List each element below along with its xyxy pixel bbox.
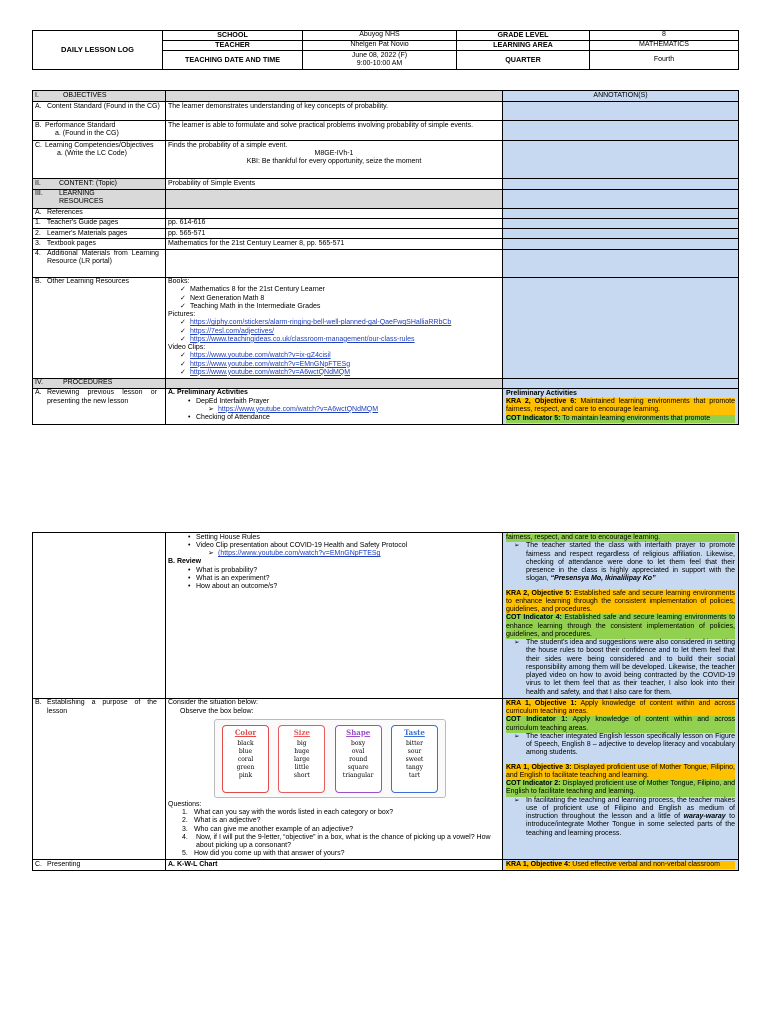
review-value-cell: [166, 388, 503, 424]
card-word: tangy: [405, 764, 424, 772]
row-references: [33, 208, 739, 218]
area-label: LEARNING AREA: [457, 41, 590, 51]
review-label: Reviewing previous lesson or presenting the new lesson: [46, 389, 157, 405]
performance-standard-sub: a. (Found in the CG): [55, 130, 119, 137]
other-resources-num: B.: [35, 278, 42, 285]
book-title: Teaching Math in the Intermediate Grades: [190, 302, 321, 310]
review-cont-annotation: [503, 533, 739, 699]
bullet-icon: •: [188, 566, 191, 574]
annotation-cell: [503, 239, 739, 249]
questions-list: [168, 809, 500, 859]
purpose-value-cell: [166, 698, 503, 859]
arrow-icon: ➢: [208, 405, 214, 413]
purpose-num: B.: [35, 699, 42, 707]
performance-standard-value: The learner is able to formulate and solve practical problems involving probability of simple events.: [166, 121, 503, 141]
question-text: What is probability?: [196, 566, 258, 574]
book-item: [168, 295, 500, 303]
question-item: 3. Who can give me another example of an adjective?: [182, 825, 354, 833]
video-item: [168, 542, 500, 550]
card-words: [223, 740, 268, 780]
header-table: [32, 30, 739, 70]
competencies-label-cell: [33, 141, 166, 179]
card-title: Color: [234, 727, 257, 737]
annot-title: Preliminary Activities: [506, 389, 577, 397]
review-label-cell: [33, 388, 166, 424]
objectives-blank: [166, 91, 503, 102]
textbook-pages-label: Textbook pages: [46, 239, 96, 247]
color-card: [222, 725, 269, 793]
row-content-standard: [33, 102, 739, 121]
card-word: tart: [408, 772, 421, 780]
video-link[interactable]: https://www.youtube.com/watch?v=EMnGNpFTESg: [190, 360, 351, 368]
annot-kra: [506, 861, 735, 869]
objectives-label: OBJECTIVES: [62, 91, 107, 99]
annotation-cell: [503, 218, 739, 228]
annot-para1: [506, 542, 735, 583]
date-text: June 08, 2022 (F): [351, 51, 408, 59]
lm-pages-label: Learner's Materials pages: [46, 229, 128, 237]
learning-resources-num: III.: [35, 190, 43, 197]
references-num: A.: [35, 209, 42, 216]
annot-para2: [506, 797, 735, 838]
procedures-label: PROCEDURES: [62, 379, 113, 386]
competencies-value-cell: [166, 141, 503, 179]
card-word: blue: [238, 748, 253, 756]
prayer-link-item: [168, 406, 500, 414]
cot-tag: COT Indicator 2:: [506, 780, 561, 787]
row-review-previous: [33, 388, 739, 424]
kra-text: Established safe and secure learning environments to enhance learning through the consistent implementation of policies, guidelines, and procedures.: [506, 589, 735, 613]
lc-code: M8GE-IVh-1: [314, 150, 354, 157]
textbook-pages-label-cell: [33, 239, 166, 249]
annot-cot: [506, 780, 735, 797]
competencies-label: Learning Competencies/Objectives: [45, 141, 154, 149]
rules-text: Setting House Rules: [196, 533, 260, 541]
competencies-num: C.: [35, 141, 42, 149]
procedures-label-cell: [33, 378, 166, 388]
content-standard-num: A.: [35, 102, 42, 110]
row-textbook-pages: [33, 239, 739, 249]
tg-pages-label-cell: [33, 218, 166, 228]
additional-materials-num: 4.: [35, 250, 41, 257]
card-word: short: [293, 772, 310, 780]
school-label: SCHOOL: [163, 31, 303, 41]
card-title: Size: [293, 727, 310, 737]
card-word: pink: [238, 772, 253, 780]
card-words: [279, 740, 324, 780]
review-cont-label-cell: [33, 533, 166, 699]
observe-text: Observe the box below:: [180, 707, 254, 715]
pictures-label: Pictures:: [168, 311, 196, 318]
picture-item: [168, 328, 500, 336]
picture-item: [168, 336, 500, 344]
question-text: Who can give me another example of an adjective?: [193, 825, 354, 833]
kra-text: Maintained learning environments that promote fairness, respect, and care to encourage learning.: [506, 398, 735, 414]
video-item: [168, 352, 500, 360]
date-value: [303, 51, 457, 70]
presenting-value: A. K-W-L Chart: [166, 860, 503, 871]
bullet-icon: •: [188, 533, 191, 541]
annotation-cell: [503, 208, 739, 218]
picture-link[interactable]: https://7esl.com/adjectives/: [190, 327, 275, 335]
video-link[interactable]: https://www.youtube.com/watch?v=ix-gZ4cisil: [190, 352, 331, 360]
card-word: sour: [407, 748, 422, 756]
procedures-blank: [166, 378, 503, 388]
kbi-text: KBI: Be thankful for every opportunity, seize the moment: [246, 158, 422, 166]
question-text: What is an experiment?: [196, 574, 270, 582]
annotation-header: ANNOTATION(S): [503, 91, 739, 102]
question-text: How about an outcome/s?: [196, 583, 278, 590]
prayer-item: [168, 398, 500, 406]
card-word: black: [237, 740, 254, 747]
row-lm-pages: [33, 229, 739, 239]
card-word: bitter: [405, 740, 423, 747]
textbook-pages-value: Mathematics for the 21st Century Learner 8, pp. 565-571: [166, 239, 503, 249]
annot-cot: [506, 716, 735, 733]
objectives-num: I.: [35, 91, 39, 99]
cot-text: Displayed proficient use of Mother Tongue, Filipino, and English to facilitate teaching and learning.: [506, 780, 735, 796]
performance-standard-label: Performance Standard: [45, 121, 116, 129]
prayer-link[interactable]: https://www.youtube.com/watch?v=A6wctQNdMQM: [218, 405, 379, 413]
kra-text: Used effective verbal and non-verbal classroom: [570, 861, 720, 868]
row-learning-resources: [33, 189, 739, 208]
card-word: green: [236, 764, 255, 772]
other-resources-label: Other Learning Resources: [46, 278, 130, 285]
kra-text: Apply knowledge of content within and across curriculum teaching areas.: [506, 699, 735, 715]
references-label-cell: [33, 208, 166, 218]
content-standard-value: The learner demonstrates understanding of key concepts of probability.: [166, 102, 503, 121]
video-link[interactable]: https://www.youtube.com/watch?v=A6wctQNdMQM: [190, 368, 351, 376]
annot-mother-tongue: waray-waray: [683, 813, 726, 820]
annot-cot: [506, 614, 735, 639]
date-label: TEACHING DATE AND TIME: [163, 51, 303, 70]
annot-para2-text: In facilitating the teaching and learning process, the teacher makes use of proficient use of Filipino and English as medium of instruction throughout the lesson and a little of: [526, 796, 735, 820]
kra-tag: KRA 1, Objective 4:: [506, 861, 571, 868]
card-word: square: [347, 764, 369, 772]
book-title: Next Generation Math 8: [190, 294, 265, 302]
additional-materials-label-cell: [33, 249, 166, 277]
references-blank: [166, 208, 503, 218]
cot-text: Established safe and secure learning environments to enhance learning through the consistent implementation of policies, guidelines, and procedures.: [506, 614, 735, 638]
question-text: What can you say with the words listed in each category or box?: [193, 809, 394, 816]
tg-pages-label: Teacher's Guide pages: [46, 219, 119, 227]
card-word: coral: [237, 756, 254, 764]
kra-text: Displayed proficient use of Mother Tongue, Filipino, and English to facilitate teaching and learning.: [506, 763, 735, 779]
video-text: Video Clip presentation about COVID-19 Health and Safety Protocol: [196, 541, 408, 549]
preliminary-heading: A. Preliminary Activities: [168, 389, 248, 397]
annotation-cell: [503, 179, 739, 189]
check-icon: ✓: [180, 286, 186, 294]
kra-tag: KRA 2, Objective 6:: [506, 398, 577, 405]
card-word: little: [294, 764, 309, 772]
question-item: [168, 583, 500, 591]
video-link-item: [168, 550, 500, 558]
book-title: Mathematics 8 for the 21st Century Learner: [190, 286, 326, 294]
competencies-value: Finds the probability of a simple event.: [168, 141, 288, 149]
card-word: round: [349, 756, 368, 764]
card-title: Taste: [404, 727, 425, 737]
area-value: MATHEMATICS: [590, 41, 739, 51]
annotation-cell: [503, 378, 739, 388]
teacher-value: Nhelgen Pat Novio: [303, 41, 457, 51]
purpose-annotation: [503, 698, 739, 859]
row-presenting: [33, 860, 739, 871]
bullet-icon: •: [188, 574, 191, 582]
card-word: oval: [351, 748, 365, 756]
annotation-cell: [503, 229, 739, 239]
performance-standard-num: B.: [35, 121, 42, 129]
learning-resources-label-cell: [33, 189, 166, 208]
annot-para1-text: The teacher started the class with interfaith prayer to promote fairness and respect regardless of religious affiliation. Likewise, checking of attendance were done to let them feel that their presence in the class is highly appreciated in support with the slogan,: [526, 542, 735, 583]
books-label: Books:: [168, 278, 190, 285]
quarter-value: Fourth: [590, 51, 739, 70]
cot-tag: COT Indicator 5:: [506, 414, 561, 422]
content-standard-label: Content Standard (Found in the CG): [46, 102, 160, 110]
bullet-icon: •: [188, 414, 191, 421]
picture-link[interactable]: https://www.teachingideas.co.uk/classroom-management/our-class-rules: [190, 335, 415, 343]
additional-materials-blank: [166, 249, 503, 277]
card-word: big: [297, 740, 307, 747]
annotation-cell: [503, 189, 739, 208]
review-annotation: [503, 388, 739, 424]
review-num: A.: [35, 389, 42, 397]
lm-pages-num: 2.: [35, 229, 41, 237]
videos-label: Video Clips:: [168, 344, 206, 351]
row-other-resources: [33, 277, 739, 378]
row-content-topic: [33, 179, 739, 189]
objectives-label-cell: [33, 91, 166, 102]
annot-slogan: “Presensya Mo, Ikinalilipay Ko”: [550, 575, 656, 583]
card-word: huge: [294, 748, 310, 756]
doc-title: DAILY LESSON LOG: [33, 31, 163, 70]
kra-tag: KRA 2, Objective 5:: [506, 589, 572, 597]
card-words: [336, 740, 381, 780]
question-item: 2. What is an adjective?: [182, 817, 261, 825]
teacher-label: TEACHER: [163, 41, 303, 51]
taste-card: [391, 725, 438, 793]
question-text: What is an adjective?: [193, 817, 261, 825]
size-card: [278, 725, 325, 793]
annotation-cell: [503, 102, 739, 121]
row-procedures: [33, 378, 739, 388]
presenting-label: Presenting: [46, 860, 81, 868]
bullet-icon: •: [188, 397, 191, 405]
tg-pages-value: pp. 614-616: [166, 218, 503, 228]
lesson-table-page1: [32, 90, 739, 425]
time-text: 9:00-10:00 AM: [356, 60, 403, 67]
review-heading: B. Review: [168, 558, 202, 566]
prayer-text: DepEd Interfaith Prayer: [196, 397, 270, 405]
video-item: [168, 369, 500, 377]
arrow-icon: ➢: [208, 550, 214, 557]
purpose-label: Establishing a purpose of the lesson: [46, 699, 157, 715]
lm-pages-value: pp. 565-571: [166, 229, 503, 239]
lm-pages-label-cell: [33, 229, 166, 239]
row-review-continued: [33, 533, 739, 699]
quarter-label: QUARTER: [457, 51, 590, 70]
check-icon: ✓: [180, 352, 186, 360]
check-icon: ✓: [180, 327, 186, 335]
grade-value: 8: [590, 31, 739, 41]
card-words: [392, 740, 437, 780]
learning-resources-label: LEARNING RESOURCES: [58, 190, 104, 206]
annot-cot: [506, 415, 735, 423]
cot-text: To maintain learning environments that promote: [560, 414, 711, 422]
picture-link[interactable]: https://giphy.com/stickers/alarm-ringing-bell-well-planned-gal-QaeFwqSHalliaRRbCb: [190, 319, 452, 327]
row-tg-pages: [33, 218, 739, 228]
check-icon: ✓: [180, 360, 186, 368]
additional-materials-label: Additional Materials from Learning Resource (LR portal): [46, 250, 159, 266]
book-item: [168, 286, 500, 294]
annot-kra: [506, 764, 735, 781]
textbook-pages-num: 3.: [35, 239, 41, 247]
question-item: 5. How did you come up with that answer of yours?: [182, 850, 345, 858]
review-cont-value-cell: [166, 533, 503, 699]
card-word: large: [293, 756, 310, 764]
rules-item: [168, 534, 500, 542]
presenting-num: C.: [35, 860, 42, 868]
covid-video-link[interactable]: (https://www.youtube.com/watch?v=EMnGNpFTESg: [218, 550, 381, 557]
kra-tag: KRA 1, Objective 3:: [506, 763, 572, 771]
card-word: sweet: [405, 756, 424, 764]
content-topic-label-cell: [33, 179, 166, 189]
row-additional-materials: [33, 249, 739, 277]
bullet-icon: •: [188, 583, 191, 590]
cot-tag: COT Indicator 1:: [506, 716, 568, 724]
competencies-sub: a. (Write the LC Code): [57, 150, 127, 157]
annotation-cell: [503, 121, 739, 141]
shape-card: [335, 725, 382, 793]
annotation-cell: [503, 141, 739, 179]
attendance-item: [168, 414, 500, 422]
card-word: triangular: [342, 772, 374, 780]
question-text: How did you come up with that answer of yours?: [193, 850, 345, 858]
situation-text: Consider the situation below:: [168, 699, 258, 707]
row-objectives: [33, 91, 739, 102]
check-icon: ✓: [180, 319, 186, 327]
content-topic-value: Probability of Simple Events: [166, 179, 503, 189]
question-item: 1. What can you say with the words listed in each category or box?: [182, 809, 394, 816]
lesson-table-page2: [32, 532, 739, 871]
presenting-label-cell: [33, 860, 166, 871]
annot-kra: [506, 590, 735, 615]
annot-para2-end: to introduce/integrate Mother Tongue in some selected parts of the teaching and learning process.: [526, 813, 735, 837]
grade-label: GRADE LEVEL: [457, 31, 590, 41]
tg-pages-num: 1.: [35, 219, 41, 227]
row-purpose: [33, 698, 739, 859]
question-item: [168, 567, 500, 575]
check-icon: ✓: [180, 294, 186, 302]
book-item: [168, 303, 500, 311]
annot-para2: ➢ The student's idea and suggestions were also considered in setting the house rules to boost their confidence and to let them feel that their sides were being considered and to build their social responsibility among them will be developed. Likewise, the teacher played video on how to avoid being contracted by the COVID-19 virus to let them feel that as their teacher, I also look into their health and safety, and that I also care for them.: [506, 639, 735, 697]
annot-kra: [506, 700, 735, 717]
purpose-label-cell: [33, 698, 166, 859]
school-value: Abuyog NHS: [303, 31, 457, 41]
picture-item: [168, 319, 500, 327]
adjective-box-figure: [214, 719, 446, 798]
presenting-annotation: [503, 860, 739, 871]
annot-para1: ➢ The teacher integrated English lesson specifically lesson on Figure of Speech, English 8 – adjective to develop literacy and vocabulary among students.: [506, 733, 735, 758]
cot-text: Apply knowledge of content within and across curriculum teaching areas.: [506, 716, 735, 732]
question-item: [168, 575, 500, 583]
bullet-icon: •: [188, 541, 191, 549]
attendance-text: Checking of Attendance: [196, 414, 270, 421]
question-text: Now, if I will put the 9-letter, “objective” in a box, what is the chance of picking up a vowel? How about picking up a consonant?: [196, 833, 491, 849]
row-performance-standard: [33, 121, 739, 141]
questions-label: Questions:: [168, 800, 202, 808]
other-resources-value-cell: [166, 277, 503, 378]
other-resources-label-cell: [33, 277, 166, 378]
content-topic-num: II.: [35, 179, 41, 187]
card-title: Shape: [346, 727, 371, 737]
kra-tag: KRA 1, Objective 1:: [506, 699, 577, 707]
content-topic-label: CONTENT: (Topic): [58, 179, 117, 187]
row-competencies: [33, 141, 739, 179]
references-label: References: [46, 209, 83, 216]
procedures-num: IV.: [35, 379, 43, 386]
check-icon: ✓: [180, 335, 186, 343]
content-standard-label-cell: [33, 102, 166, 121]
cot-tag: COT Indicator 4:: [506, 614, 562, 622]
annot-cont-line: fairness, respect, and care to encourage learning.: [506, 534, 735, 542]
check-icon: ✓: [180, 302, 186, 310]
card-word: boxy: [351, 740, 366, 747]
check-icon: ✓: [180, 368, 186, 376]
video-item: [168, 361, 500, 369]
learning-resources-blank: [166, 189, 503, 208]
annotation-cell: [503, 249, 739, 277]
annot-kra: [506, 398, 735, 415]
question-item: 4. Now, if I will put the 9-letter, “objective” in a box, what is the chance of picking up a vowel? How about picking up a consonant?: [182, 834, 500, 851]
annotation-cell: [503, 277, 739, 378]
performance-standard-label-cell: [33, 121, 166, 141]
